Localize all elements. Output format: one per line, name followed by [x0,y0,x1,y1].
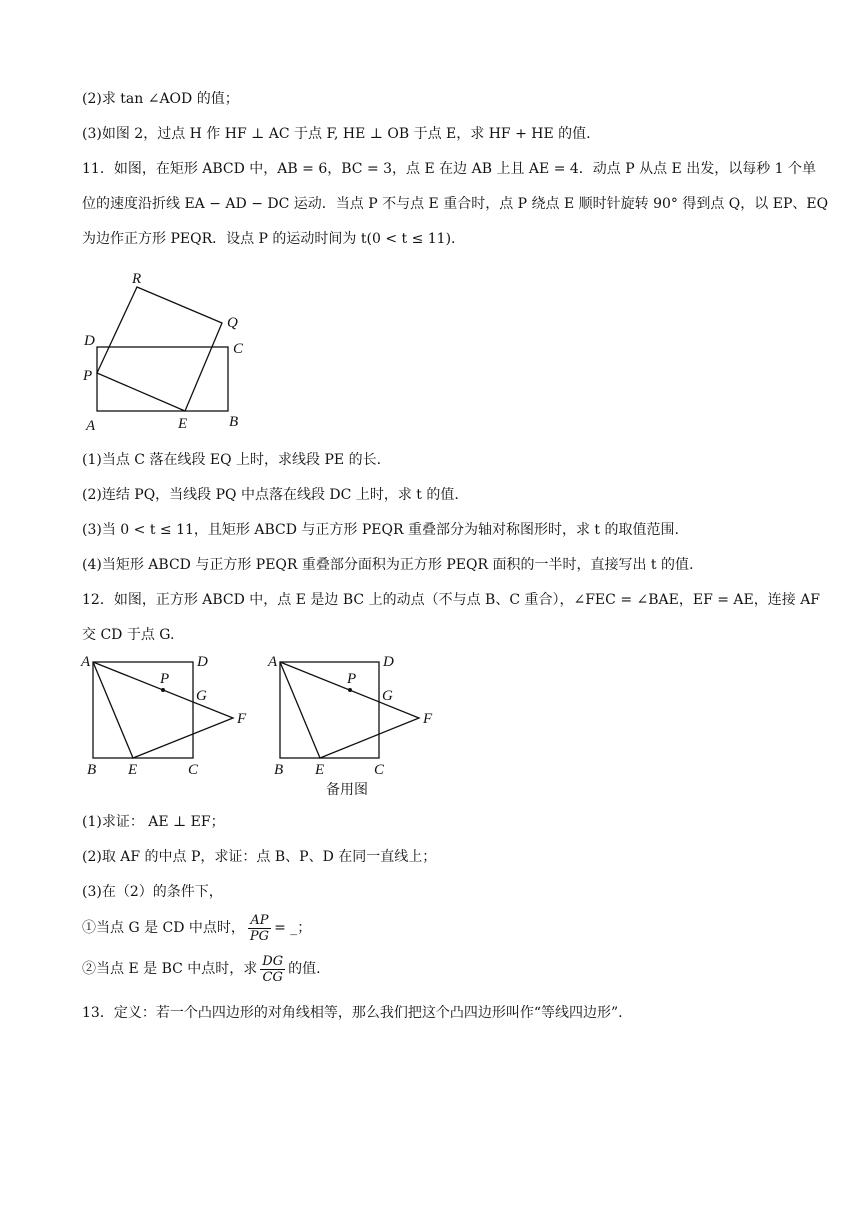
square-abcd [93,662,193,758]
fraction-dg-cg [260,954,285,985]
fraction-denominator: PG [249,928,270,944]
q12-spare-figure [264,652,444,800]
label-B: B [87,762,97,777]
q12-sub2 [82,952,321,986]
label-G: G [196,688,207,704]
label-E: E [128,762,138,777]
fraction-ap-pg [248,913,271,944]
q11-part4: (4)当矩形 ABCD 与正方形 PEQR 重叠部分面积为正方形 PEQR 面积的一半时，直接写出 t 的值. [82,557,694,573]
q11-stem-line2: 位的速度沿折线 EA − AD − DC 运动．当点 P 不与点 E 重合时，点 P 绕点 E 顺时针旋转 90° 得到点 Q，以 EP、EQ [82,196,829,212]
sub1-suffix: = _； [274,920,312,936]
sub1-prefix: ①当点 G 是 CD 中点时， [82,920,245,936]
q11-stem-line1: 11．如图，在矩形 ABCD 中，AB = 6，BC = 3，点 E 在边 AB 上且 AE = 4．动点 P 从点 E 出发，以每秒 1 个单 [82,161,817,177]
point-P [348,688,352,692]
label-R: R [132,271,142,287]
label-C: C [188,762,199,777]
q11-part2: (2)连结 PQ，当线段 PQ 中点落在线段 DC 上时，求 t 的值. [82,487,459,503]
label-E: E [178,416,188,432]
q10-part3: (3)如图 2，过点 H 作 HF ⊥ AC 于点 F, HE ⊥ OB 于点 E，求 HF + HE 的值. [82,126,591,142]
label-A: A [81,654,91,670]
q10-part2: (2)求 tan ∠AOD 的值； [82,91,239,107]
label-D: D [383,654,394,670]
q12-part2: (2)取 AF 的中点 P，求证：点 B、P、D 在同一直线上； [82,849,437,865]
label-Q: Q [227,315,238,331]
q12-sub1 [82,911,311,945]
q12-stem-line2: 交 CD 于点 G. [82,627,175,643]
q13-definition: 13．定义：若一个凸四边形的对角线相等，那么我们把这个凸四边形叫作“等线四边形”. [82,1005,623,1021]
q12-stem-line1: 12．如图，正方形 ABCD 中，点 E 是边 BC 上的动点（不与点 B、C 重合），∠FEC = ∠BAE，EF = AE，连接 AF [82,592,821,608]
point-P [161,688,165,692]
label-A: A [86,418,96,434]
label-E: E [315,762,325,778]
q11-figure [82,265,262,437]
label-C: C [233,341,244,357]
square-abcd [280,662,379,758]
sub2-suffix: 的值. [288,961,321,977]
q12-part1: (1)求证： AE ⊥ EF； [82,814,225,830]
square-peqr [97,287,222,411]
q12-figure [78,652,258,777]
sub2-prefix: ②当点 E 是 BC 中点时，求 [82,961,258,977]
label-F: F [423,711,433,727]
label-P: P [83,368,93,384]
q11-part1: (1)当点 C 落在线段 EQ 上时，求线段 PE 的长. [82,452,382,468]
label-A: A [268,654,278,670]
fraction-numerator: DG [262,953,284,969]
label-D: D [84,333,95,349]
label-C: C [374,762,385,778]
spare-figure-caption: 备用图 [326,782,368,798]
q11-part3: (3)当 0 < t ≤ 11，且矩形 ABCD 与正方形 PEQR 重叠部分为轴对称图形时，求 t 的取值范围. [82,522,679,538]
q12-part3: (3)在（2）的条件下， [82,884,223,900]
label-D: D [197,654,208,670]
label-B: B [229,414,239,430]
label-P: P [347,671,357,687]
label-B: B [274,762,284,778]
label-F: F [237,711,247,727]
label-P: P [160,671,170,687]
q11-stem-line3: 为边作正方形 PEQR．设点 P 的运动时间为 t(0 < t ≤ 11). [82,231,456,247]
label-G: G [382,688,393,704]
fraction-numerator: AP [248,913,271,929]
fraction-denominator: CG [262,969,283,985]
